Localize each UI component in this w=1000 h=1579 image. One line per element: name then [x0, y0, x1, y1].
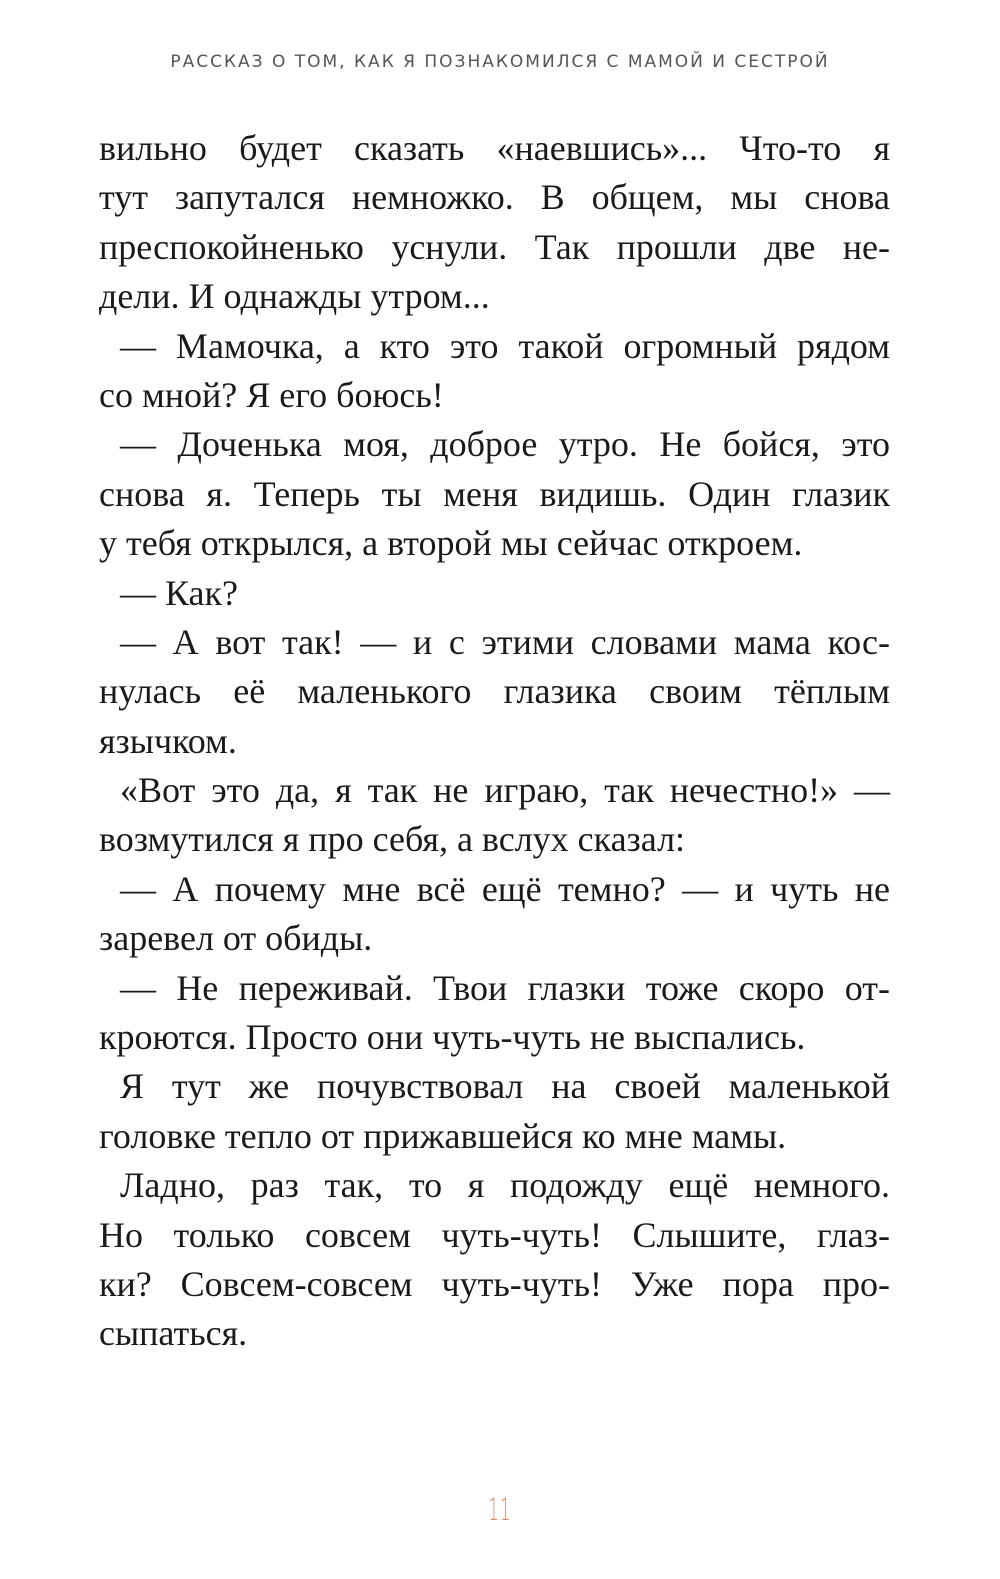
text-line: — Доченька моя, доброе утро. Не бойся, это — [120, 424, 890, 465]
text-line: у тебя открылся, а второй мы сейчас откроем. — [99, 523, 803, 564]
text-line: вильно будет сказать «наевшись»... Что-то я — [99, 128, 890, 168]
text-line: нулась её маленького глазика своим тёплым — [99, 671, 890, 712]
text-line: — Как? — [120, 572, 238, 613]
text-line: снова я. Теперь ты меня видишь. Один глазик — [99, 473, 890, 514]
text-line: сыпаться. — [99, 1313, 248, 1354]
text-line: Ладно, раз так, то я подожду ещё немного. — [120, 1165, 890, 1206]
text-line: — А почему мне всё ещё темно? — и чуть не — [120, 868, 890, 909]
text-line: «Вот это да, я так не играю, так нечестно!» — — [120, 770, 890, 811]
text-line: Я тут же почувствовал на своей маленькой — [120, 1066, 890, 1107]
text-line: тут запутался немножко. В общем, мы снова — [99, 177, 890, 218]
text-line: со мной? Я его боюсь! — [99, 374, 444, 415]
text-line: дели. И однажды утром... — [99, 276, 490, 317]
running-header: РАССКАЗ О ТОМ, КАК Я ПОЗНАКОМИЛСЯ С МАМОЙ И СЕСТРОЙ — [170, 52, 830, 72]
text-line: головке тепло от прижавшейся ко мне мамы. — [99, 1115, 787, 1156]
text-line: — Мамочка, а кто это такой огромный рядом — [120, 325, 890, 366]
text-line: кроются. Просто они чуть-чуть не выспались. — [99, 1017, 806, 1058]
body-text — [99, 124, 890, 1359]
text-line: — А вот так! — и с этими словами мама кос- — [120, 621, 890, 662]
text-line: заревел от обиды. — [99, 918, 373, 959]
page-number: 11 — [488, 1493, 512, 1528]
text-line: язычком. — [99, 720, 237, 761]
text-line: возмутился я про себя, а вслух сказал: — [99, 819, 686, 860]
text-line: — Не переживай. Твои глазки тоже скоро от- — [120, 967, 890, 1008]
text-line: Но только совсем чуть-чуть! Слышите, глаз- — [99, 1214, 890, 1255]
text-line: ки? Совсем-совсем чуть-чуть! Уже пора про- — [99, 1263, 890, 1304]
text-line: преспокойненько уснули. Так прошли две не- — [99, 226, 890, 267]
